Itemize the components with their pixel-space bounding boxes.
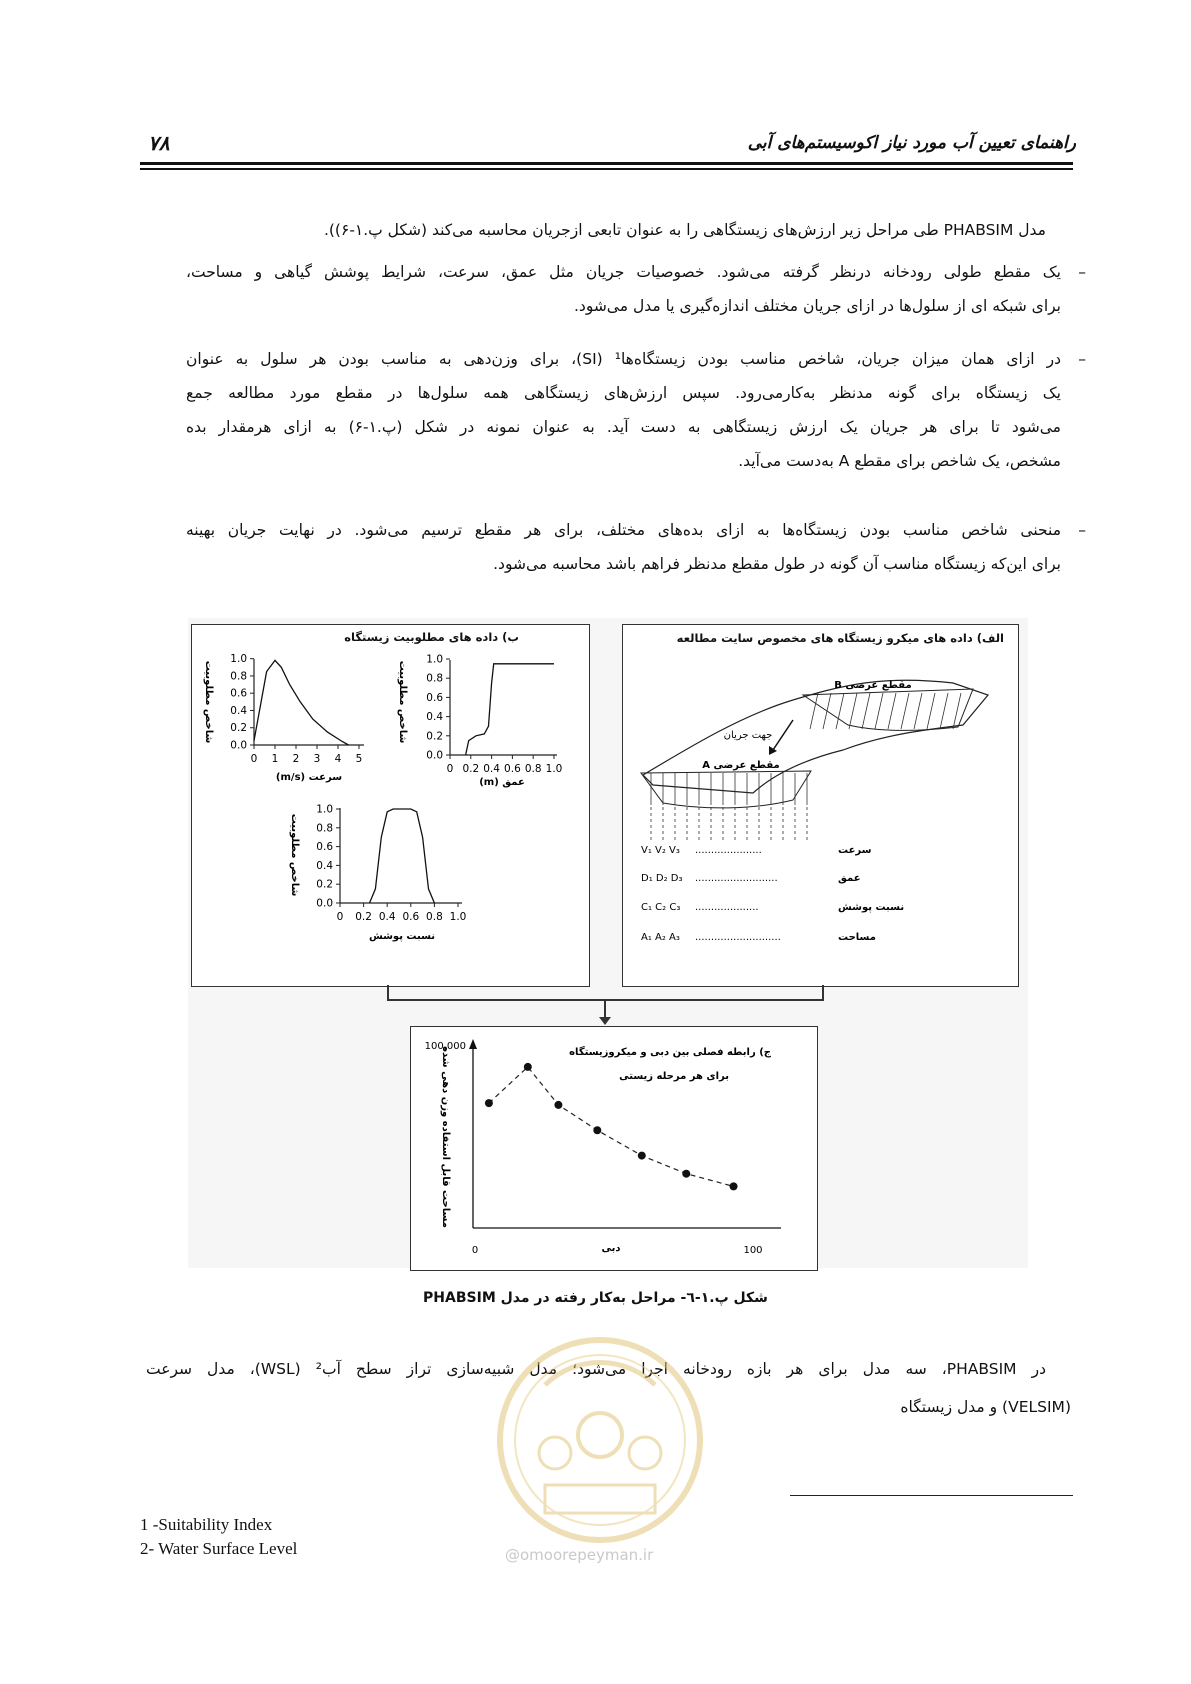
section-a-profile bbox=[641, 771, 811, 808]
panel-microhabitat-data bbox=[622, 624, 1019, 987]
y-tick-label: 0.2 bbox=[316, 878, 333, 891]
data-point bbox=[682, 1170, 690, 1178]
bullet-line: می‌شود تا برای هر جریان یک ارزش زیستگاهی به دست آید. به عنوان نمونه در شکل (پ.۱-۶) به ازای هرمقدار بده bbox=[186, 418, 1061, 436]
series-dashed-line bbox=[489, 1067, 734, 1187]
data-point bbox=[554, 1101, 562, 1109]
x-tick-label: 1 bbox=[271, 753, 279, 765]
y-tick-label: 0.2 bbox=[426, 730, 443, 743]
bullet-item bbox=[186, 513, 1086, 581]
data-point bbox=[524, 1063, 532, 1071]
page-number: ۷۸ bbox=[148, 131, 170, 155]
paragraph-line: در PHABSIM، سه مدل برای هر بازه رودخانه اجرا می‌شود؛ مدل شبیه‌سازی تراز سطح آب² (WSL)، مدل سرعت bbox=[146, 1360, 1046, 1378]
footnote-2: 2- Water Surface Level bbox=[140, 1539, 298, 1558]
x-tick-label: 5 bbox=[355, 753, 363, 765]
row-label: عمق bbox=[838, 873, 861, 884]
panel-suitability-data bbox=[191, 624, 590, 987]
y-tick-label: 0.6 bbox=[230, 687, 247, 700]
cover-suitability-curve bbox=[370, 809, 435, 903]
row-symbols: A₁ A₂ A₃ bbox=[641, 932, 680, 943]
intro-paragraph: مدل PHABSIM طی مراحل زیر ارزش‌های زیستگاهی را به عنوان تابعی ازجریان محاسبه می‌کند (شکل پ.۱-۶)). bbox=[323, 221, 1046, 239]
x-tick-label: 0.4 bbox=[378, 911, 396, 923]
watermark-logo bbox=[485, 1325, 715, 1565]
flow-direction-arrow bbox=[773, 720, 793, 750]
x-tick-label: 0.8 bbox=[524, 763, 542, 775]
row-label: مساحت bbox=[838, 932, 876, 943]
river-reach-diagram bbox=[623, 625, 1018, 986]
y-tick-label: 0.8 bbox=[316, 822, 333, 835]
phabsim-figure bbox=[188, 618, 1028, 1268]
dot-leader: ..................... bbox=[695, 845, 762, 856]
x-end-tick: 100 bbox=[743, 1245, 763, 1256]
down-arrow-icon bbox=[599, 1017, 611, 1025]
x-tick-label: 3 bbox=[313, 753, 321, 765]
dot-leader: ........................... bbox=[695, 932, 781, 943]
y-tick-label: 1.0 bbox=[316, 803, 333, 816]
panel-a-title: الف) داده های میکرو زیستگاه های مخصوص سایت مطالعه bbox=[676, 631, 1004, 645]
x-start-tick: 0 bbox=[471, 1245, 479, 1256]
running-header-title: راهنمای تعیین آب مورد نیاز اکوسیستم‌های آبی bbox=[747, 133, 1076, 153]
bullet-line: یک مقطع طولی رودخانه درنظر گرفته می‌شود. خصوصیات جریان مثل عمق، سرعت، شرایط پوشش گیاهی و مساحت، bbox=[186, 263, 1061, 281]
y-tick-label: 0.4 bbox=[316, 859, 333, 872]
x-tick-label: 0.4 bbox=[483, 763, 500, 775]
figure-caption: شکل پ.۱-٦- مراحل به‌کار رفته در مدل PHABSIM bbox=[423, 1290, 768, 1306]
y-tick-label: 0.8 bbox=[230, 670, 247, 683]
data-point bbox=[730, 1182, 738, 1190]
dot-leader: .......................... bbox=[695, 873, 778, 884]
cover-x-axis-label: نسبت پوشش bbox=[368, 931, 436, 942]
watermark-text: @omoorepeyman.ir bbox=[505, 1546, 654, 1564]
y-tick-label: 0.0 bbox=[316, 897, 333, 910]
x-tick-label: 1.0 bbox=[545, 763, 563, 775]
y-top-tick: 100,000 bbox=[424, 1041, 466, 1052]
x-tick-label: 0.6 bbox=[504, 763, 521, 775]
chart-title-line2: برای هر مرحله زیستی bbox=[619, 1071, 729, 1082]
y-tick-label: 1.0 bbox=[426, 653, 443, 666]
x-tick-label: 0 bbox=[250, 753, 258, 765]
x-tick-label: 0.2 bbox=[355, 911, 372, 923]
y-tick-label: 0.8 bbox=[426, 672, 443, 685]
data-point bbox=[593, 1126, 601, 1134]
cover-y-axis-label: شاخص مطلوبیت bbox=[289, 813, 300, 897]
x-tick-label: 2 bbox=[292, 753, 300, 765]
y-tick-label: 0.0 bbox=[230, 739, 247, 752]
bullet-line: مشخص، یک شاخص برای مقطع A به‌دست می‌آید. bbox=[738, 452, 1061, 470]
panel-b-title: ب) داده های مطلوبیت زیستگاه bbox=[344, 630, 519, 644]
bullet-line: در ازای همان میزان جریان، شاخص مناسب بودن زیستگاه‌ها¹ (SI)، برای وزن‌دهی به مناسب بودن هر سلول به عنوان bbox=[186, 350, 1061, 368]
row-label: نسبت پوشش bbox=[838, 902, 905, 913]
row-symbols: D₁ D₂ D₃ bbox=[641, 873, 683, 884]
x-tick-label: 1.0 bbox=[449, 911, 467, 923]
river-bank-outline bbox=[643, 680, 988, 793]
header-rule-thick bbox=[140, 162, 1073, 165]
x-tick-label: 0.8 bbox=[426, 911, 443, 923]
cover-plot bbox=[289, 804, 466, 943]
bullet-dash: – bbox=[1078, 263, 1086, 281]
velocity-x-axis-label: سرعت (m/s) bbox=[275, 772, 343, 783]
paragraph-line: (VELSIM) و مدل زیستگاه bbox=[900, 1398, 1071, 1416]
row-label: سرعت bbox=[838, 845, 872, 856]
discharge-habitat-chart bbox=[411, 1027, 817, 1270]
y-tick-label: 0.0 bbox=[426, 749, 443, 762]
bullet-line: یک زیستگاه برای گونه مدنظر به‌کارمی‌رود. سپس ارزش‌های زیستگاهی همه سلول‌ها در مقطع مورد مطالعه جمع bbox=[186, 384, 1061, 402]
footnote-rule bbox=[790, 1495, 1073, 1496]
section-a-label: مقطع عرضی A bbox=[702, 760, 780, 771]
x-tick-label: 4 bbox=[334, 753, 342, 765]
row-symbols: V₁ V₂ V₃ bbox=[641, 845, 680, 856]
velocity-plot bbox=[203, 653, 364, 783]
bullet-dash: – bbox=[1078, 350, 1086, 368]
y-tick-label: 1.0 bbox=[230, 653, 247, 666]
bullet-line: برای این‌که زیستگاه مناسب آن گونه در طول مقطع مدنظر فراهم باشد محاسبه می‌شود. bbox=[493, 555, 1061, 573]
x-tick-label: 0.2 bbox=[462, 763, 480, 775]
data-point bbox=[638, 1152, 646, 1160]
attribute-rows bbox=[641, 845, 904, 943]
depth-plot bbox=[397, 654, 562, 789]
velocity-suitability-curve bbox=[254, 660, 349, 745]
y-tick-label: 0.6 bbox=[316, 841, 333, 854]
depth-y-axis-label: شاخص مطلوبیت bbox=[397, 660, 408, 744]
chart-title-line1: ج) رابطه فصلی بین دبی و میکروزیستگاه bbox=[569, 1047, 771, 1058]
dot-leader: .................... bbox=[695, 902, 759, 913]
bullet-dash: – bbox=[1078, 521, 1086, 539]
data-point bbox=[485, 1099, 493, 1107]
depth-suitability-curve bbox=[466, 664, 554, 755]
velocity-y-axis-label: شاخص مطلوبیت bbox=[203, 660, 214, 744]
header-rule-thin bbox=[140, 168, 1073, 170]
bullet-line: منحنی شاخص مناسب بودن زیستگاه‌ها به ازای بده‌های مختلف، برای هر مقطع ترسیم می‌شود. در نهایت جریان بهینه bbox=[186, 521, 1061, 539]
x-axis-label: دبی bbox=[601, 1243, 621, 1254]
footnote-1: 1 -Suitability Index bbox=[140, 1515, 273, 1534]
panel-discharge-relationship bbox=[410, 1026, 818, 1271]
section-b-label: مقطع عرضی B bbox=[834, 680, 912, 691]
bullet-line: برای شبکه ای از سلول‌ها در ازای جریان مختلف اندازه‌گیری یا مدل می‌شود. bbox=[573, 297, 1061, 315]
suitability-curves bbox=[192, 625, 589, 986]
y-tick-label: 0.4 bbox=[230, 704, 247, 717]
flow-direction-label: جهت جریان bbox=[723, 730, 773, 741]
y-tick-label: 0.4 bbox=[426, 711, 443, 724]
y-axis-label: مساحت قابل استفاده وزن دهی شده bbox=[440, 1046, 451, 1228]
x-tick-label: 0.6 bbox=[402, 911, 420, 923]
bullet-item bbox=[186, 342, 1086, 478]
depth-x-axis-label: عمق (m) bbox=[479, 777, 525, 788]
x-tick-label: 0 bbox=[446, 763, 454, 775]
row-symbols: C₁ C₂ C₃ bbox=[641, 902, 681, 913]
y-axis-arrow-icon bbox=[469, 1039, 477, 1049]
y-tick-label: 0.6 bbox=[426, 691, 443, 704]
x-tick-label: 0 bbox=[336, 911, 344, 923]
y-tick-label: 0.2 bbox=[230, 722, 247, 735]
bullet-item bbox=[186, 255, 1086, 323]
